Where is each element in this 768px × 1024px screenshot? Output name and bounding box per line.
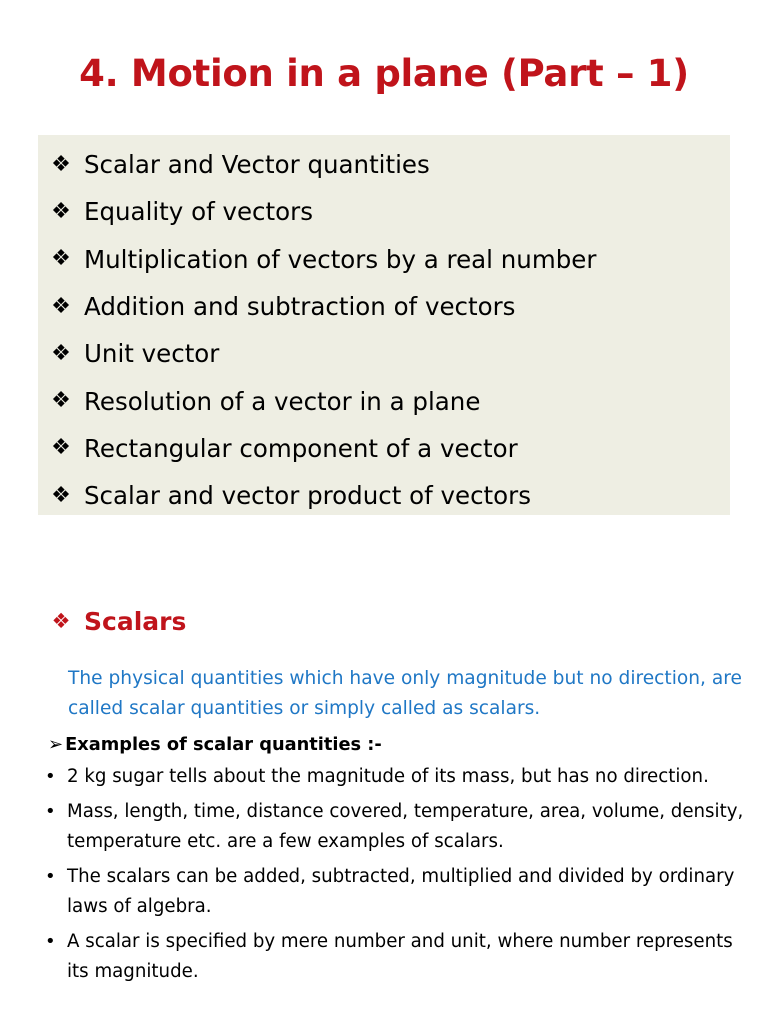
four-diamond-icon: ❖ — [51, 198, 71, 224]
topic-item — [38, 425, 730, 472]
example-item — [44, 862, 744, 922]
topic-item — [38, 188, 730, 235]
four-diamond-icon: ❖ — [51, 246, 71, 272]
dot-icon: • — [45, 766, 56, 787]
four-diamond-icon: ❖ — [51, 388, 71, 414]
dot-icon: • — [45, 801, 56, 822]
slide-title: 4. Motion in a plane (Part – 1) — [79, 52, 689, 95]
four-diamond-icon: ❖ — [51, 340, 71, 366]
examples-heading — [48, 730, 382, 760]
examples-heading-label: Examples of scalar quantities :- — [65, 734, 382, 755]
topic-item — [38, 283, 730, 330]
four-diamond-icon: ❖ — [51, 435, 71, 461]
section-heading — [48, 607, 186, 636]
four-diamond-icon: ❖ — [51, 293, 71, 319]
example-text: The scalars can be added, subtracted, multiplied and divided by ordinary laws of algebra. — [67, 866, 735, 917]
topic-label: Unit vector — [84, 339, 220, 369]
example-text: 2 kg sugar tells about the magnitude of its mass, but has no direction. — [67, 766, 709, 787]
topic-label: Scalar and vector product of vectors — [84, 481, 531, 511]
topic-item — [38, 141, 730, 188]
example-item — [44, 927, 744, 987]
topic-item — [38, 330, 730, 377]
topic-label: Rectangular component of a vector — [84, 433, 518, 463]
example-item — [44, 762, 744, 792]
topic-label: Multiplication of vectors by a real number — [84, 244, 597, 274]
topics-box — [38, 135, 730, 515]
topics-list — [38, 135, 730, 519]
arrowhead-icon: ➢ — [48, 734, 64, 755]
topic-item — [38, 377, 730, 424]
topic-item — [38, 236, 730, 283]
example-text: A scalar is specified by mere number and unit, where number represents its magnitude. — [67, 931, 733, 982]
section-heading-label: Scalars — [84, 607, 187, 636]
topic-label: Addition and subtraction of vectors — [84, 292, 516, 322]
four-diamond-icon: ❖ — [51, 482, 71, 508]
topic-label: Resolution of a vector in a plane — [84, 386, 481, 416]
topic-label: Scalar and Vector quantities — [84, 150, 430, 180]
scalar-definition: The physical quantities which have only magnitude but no direction, are called scalar quantities or simply called as scalars. — [68, 668, 742, 719]
example-item — [44, 797, 744, 857]
examples-list — [44, 762, 744, 992]
four-diamond-icon: ❖ — [51, 609, 71, 633]
dot-icon: • — [45, 866, 56, 887]
topic-item — [38, 472, 730, 519]
example-text: Mass, length, time, distance covered, temperature, area, volume, density, temperature etc. are a few examples of scalars. — [67, 801, 744, 852]
topic-label: Equality of vectors — [84, 197, 313, 227]
dot-icon: • — [45, 931, 56, 952]
four-diamond-icon: ❖ — [51, 151, 71, 177]
